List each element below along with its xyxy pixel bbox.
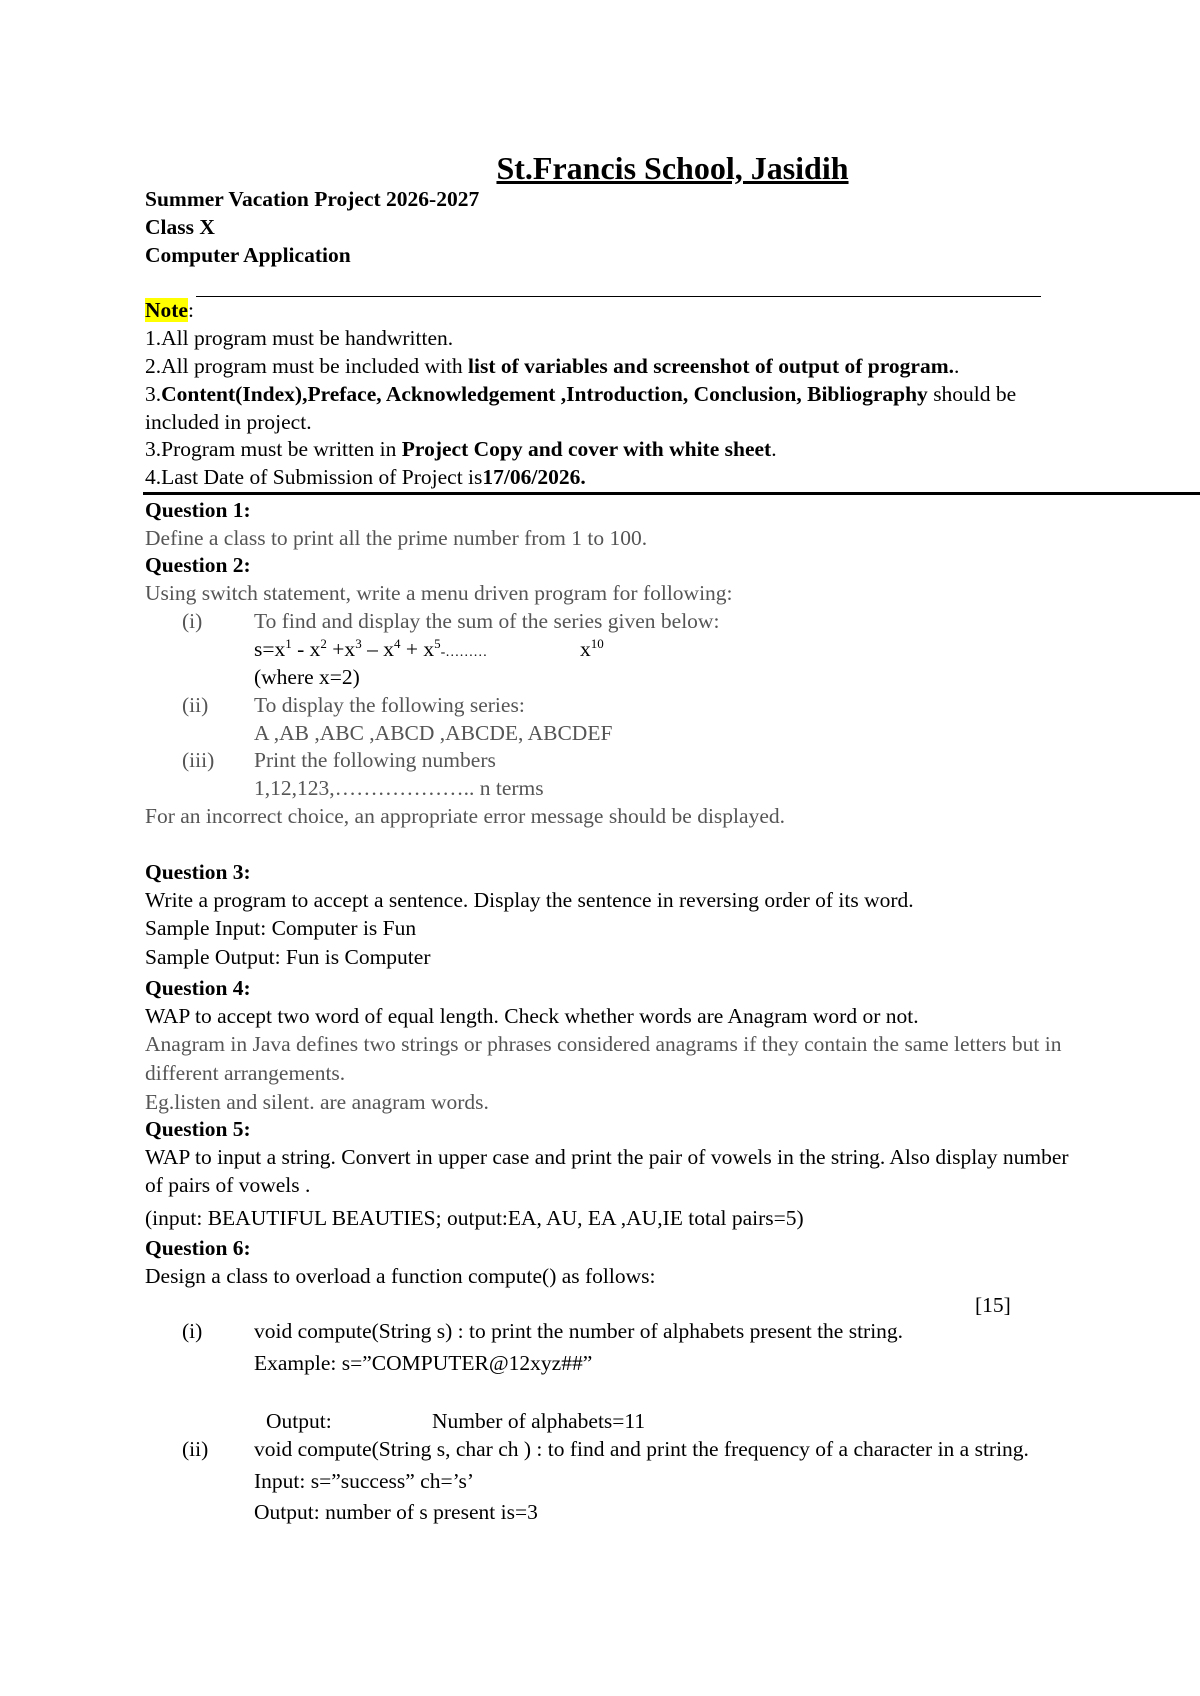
series-power: 2 xyxy=(320,635,327,651)
q6-text: Design a class to overload a function compute() as follows: xyxy=(145,1264,656,1288)
q5-text-cont: of pairs of vowels . xyxy=(145,1173,311,1197)
q3-text: Write a program to accept a sentence. Display the sentence in reversing order of its word. xyxy=(145,888,914,912)
note-item-4-pre: 3.Program must be written in xyxy=(145,437,402,461)
note-divider xyxy=(143,492,1200,495)
note-item-3-post: should be xyxy=(927,382,1017,406)
q6-i-text: void compute(String s) : to print the number of alphabets present the string. xyxy=(254,1319,904,1343)
note-item-3 xyxy=(145,381,1016,407)
q2-iii-series: 1,12,123,……………….. n terms xyxy=(254,776,544,800)
series-power: 1 xyxy=(285,635,292,651)
school-title: St.Francis School, Jasidih xyxy=(496,150,849,186)
q4-definition: Anagram in Java defines two strings or phrases considered anagrams if they contain the same letters but in xyxy=(145,1032,1062,1056)
project-title: Summer Vacation Project 2026-2027 xyxy=(145,187,480,211)
q1-text: Define a class to print all the prime number from 1 to 100. xyxy=(145,526,648,550)
note-item-5-pre: 4.Last Date of Submission of Project is xyxy=(145,465,483,489)
q4-definition-cont: different arrangements. xyxy=(145,1061,346,1085)
note-item-5-bold: 17/06/2026. xyxy=(482,465,586,489)
note-heading xyxy=(145,297,194,323)
q2-iii-number: (iii) xyxy=(182,748,215,772)
note-label: Note xyxy=(145,298,188,322)
note-item-4-bold: Project Copy and cover with white sheet xyxy=(401,437,772,461)
q6-i-example: Example: s=”COMPUTER@12xyz##” xyxy=(254,1351,593,1375)
q3-sample-input: Sample Input: Computer is Fun xyxy=(145,916,417,940)
header-divider xyxy=(196,296,1041,297)
q6-heading: Question 6: xyxy=(145,1236,251,1260)
q5-example: (input: BEAUTIFUL BEAUTIES; output:EA, AU, EA ,AU,IE total pairs=5) xyxy=(145,1206,804,1230)
series-term: - x xyxy=(291,637,321,661)
series-power: 3 xyxy=(355,635,362,651)
q2-ii-number: (ii) xyxy=(182,693,209,717)
note-item-2-bold: list of variables and screenshot of output of program. xyxy=(468,354,954,378)
q6-i-number: (i) xyxy=(182,1319,203,1343)
series-term: – x xyxy=(361,637,394,661)
note-colon: : xyxy=(187,298,194,322)
q2-i-text: To find and display the sum of the series given below: xyxy=(254,609,720,633)
q5-text: WAP to input a string. Convert in upper case and print the pair of vowels in the string. Also display number xyxy=(145,1145,1069,1169)
series-term: s=x xyxy=(254,637,286,661)
q2-heading: Question 2: xyxy=(145,553,251,577)
series-ellipsis: -……… xyxy=(440,645,488,660)
note-item-2 xyxy=(145,353,959,379)
note-item-2-post: . xyxy=(954,354,960,378)
q2-where: (where x=2) xyxy=(254,665,360,689)
q6-ii-text: void compute(String s, char ch ) : to find and print the frequency of a character in a string. xyxy=(254,1437,1029,1461)
subject-label: Computer Application xyxy=(145,243,351,267)
series-term: +x xyxy=(326,637,356,661)
q6-ii-number: (ii) xyxy=(182,1437,209,1461)
q2-ii-series: A ,AB ,ABC ,ABCD ,ABCDE, ABCDEF xyxy=(254,721,613,745)
note-item-4-post: . xyxy=(771,437,777,461)
q6-ii-output: Output: number of s present is=3 xyxy=(254,1500,538,1524)
q4-heading: Question 4: xyxy=(145,976,251,1000)
q4-example: Eg.listen and silent. are anagram words. xyxy=(145,1090,489,1114)
q5-heading: Question 5: xyxy=(145,1117,251,1141)
q6-marks: [15] xyxy=(975,1293,1011,1317)
series-power: 10 xyxy=(590,635,604,651)
note-item-3-pre: 3. xyxy=(145,382,162,406)
q6-ii-input: Input: s=”success” ch=’s’ xyxy=(254,1469,475,1493)
note-item-1: 1.All program must be handwritten. xyxy=(145,326,454,350)
q6-i-output-value: Number of alphabets=11 xyxy=(432,1409,646,1433)
q3-heading: Question 3: xyxy=(145,860,251,884)
series-power: 4 xyxy=(393,635,401,651)
q2-error-note: For an incorrect choice, an appropriate error message should be displayed. xyxy=(145,804,785,828)
q4-text: WAP to accept two word of equal length. Check whether words are Anagram word or not. xyxy=(145,1004,919,1028)
q6-i-output-label: Output: xyxy=(266,1409,332,1433)
note-item-2-pre: 2.All program must be included with xyxy=(145,354,469,378)
series-term: + x xyxy=(400,637,435,661)
q2-series-last-term xyxy=(580,636,604,662)
note-item-5 xyxy=(145,464,586,490)
note-item-4 xyxy=(145,436,777,462)
q2-series-formula xyxy=(254,636,487,666)
q3-sample-output: Sample Output: Fun is Computer xyxy=(145,945,431,969)
series-power: 5 xyxy=(434,635,441,651)
q1-heading: Question 1: xyxy=(145,498,251,522)
q2-i-number: (i) xyxy=(182,609,203,633)
class-label: Class X xyxy=(145,215,215,239)
note-item-3-cont: included in project. xyxy=(145,410,312,434)
q2-iii-text: Print the following numbers xyxy=(254,748,496,772)
q2-intro: Using switch statement, write a menu driven program for following: xyxy=(145,581,733,605)
note-item-3-bold: Content(Index),Preface, Acknowledgement ,Introduction, Conclusion, Bibliography xyxy=(161,382,928,406)
series-term: x xyxy=(580,637,591,661)
q2-ii-text: To display the following series: xyxy=(254,693,525,717)
